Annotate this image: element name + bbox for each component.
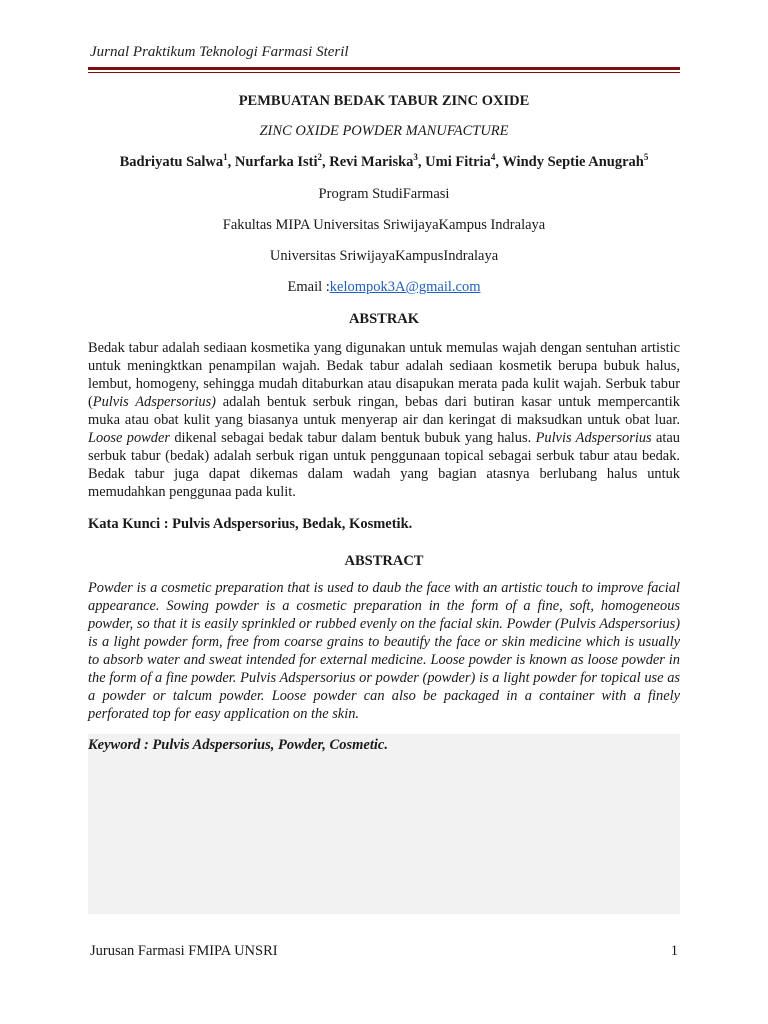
abstract-heading: ABSTRACT [344,553,424,569]
author-affil-number: 1 [223,152,228,163]
author-separator: , [322,154,330,170]
author-list [88,154,680,171]
keyword-shaded-box [88,734,680,914]
email-line [88,279,680,296]
paper-title: PEMBUATAN BEDAK TABUR ZINC OXIDE [238,93,530,109]
author-name: Windy Septie Anugrah [502,154,644,170]
author-separator: , [227,154,235,170]
author-name: Umi Fitria [425,154,491,170]
author-separator: , [495,154,503,170]
affiliation-university: Universitas SriwijayaKampusIndralaya [269,248,499,264]
keywords-english: Keyword : Pulvis Adspersorius, Powder, Cosmetic. [88,737,388,753]
email-label: Email : [287,279,330,295]
author-affil-number: 5 [643,152,649,163]
author-affil-number: 3 [413,152,418,163]
abstrak-text: adalah bentuk serbuk ringan, bebas dari butiran kasar untuk mempercantik muka atau obat kulit yang biasanya untuk menyerap air dan keringat di maksudkan untuk obat luar. [88,394,680,428]
author-affil-number: 2 [317,152,322,163]
author-separator: , [417,154,426,170]
author-name: Badriyatu Salwa [119,154,224,170]
abstrak-heading: ABSTRAK [348,311,420,327]
kata-kunci: Kata Kunci : Pulvis Adspersorius, Bedak, Kosmetik. [88,516,413,532]
affiliation-faculty: Fakultas MIPA Universitas SriwijayaKampus Indralaya [222,217,546,233]
affiliation-program: Program StudiFarmasi [318,186,450,202]
paper-subtitle: ZINC OXIDE POWDER MANUFACTURE [259,123,509,139]
author-affil-number: 4 [490,152,496,163]
abstract-paragraph: Powder is a cosmetic preparation that is used to daub the face with an artistic touch to improve facial appearance. Sowing powder is a cosmetic preparation in the form of a fine, soft, homogeneous powder, so that it is easily sprinkled or rubbed evenly on the facial skin. Powder (Pulvis Adspersorius) is a light powder form, free from coarse grains to beautify the face or skin medicine which is usually to absorb water and sweat intended for external medicine. Loose powder is known as loose powder in the form of a fine powder. Pulvis Adspersorius or powder (powder) is a light powder for topical use as a powder or talcum powder. Loose powder can also be packaged in a container with a finely perforated top for easy application on the skin. [88,580,680,722]
abstrak-latin-term: Pulvis Adspersorius [535,430,652,446]
abstrak-text: Bedak tabur adalah sediaan kosmetika yang digunakan untuk memulas wajah dengan sentuhan artistic untuk meningktkan penampilan wajah. Bedak tabur adalah sediaan kosmetik berupa bubuk halus, lembut, homogeny, sehingga mudah ditaburkan atau disapukan merata pada kulit wajah. Serbuk tabur ( [88,340,680,410]
abstrak-paragraph [88,339,680,501]
abstrak-latin-term: Pulvis Adspersorius) [92,394,216,410]
author-name: Revi Mariska [329,154,414,170]
footer-department: Jurusan Farmasi FMIPA UNSRI [90,943,278,959]
abstrak-text: dikenal sebagai bedak tabur dalam bentuk bubuk yang halus. [169,430,536,446]
author-name: Nurfarka Isti [234,154,318,170]
header-rule-thick [88,67,680,70]
header-rule-thin [88,72,680,73]
abstrak-text: atau serbuk tabur (bedak) adalah serbuk rigan untuk penggunaan topical sebagai serbuk tabur atau bedak. Bedak tabur juga dapat dikemas dalam wadah yang bagian atasnya berlubang halus untuk memudahkan penggunaa pada kulit. [88,430,681,500]
journal-running-head: Jurnal Praktikum Teknologi Farmasi Steril [90,44,349,60]
page-number: 1 [670,943,678,959]
abstrak-latin-term: Loose powder [88,430,170,446]
email-link[interactable]: kelompok3A@gmail.com [329,279,481,295]
